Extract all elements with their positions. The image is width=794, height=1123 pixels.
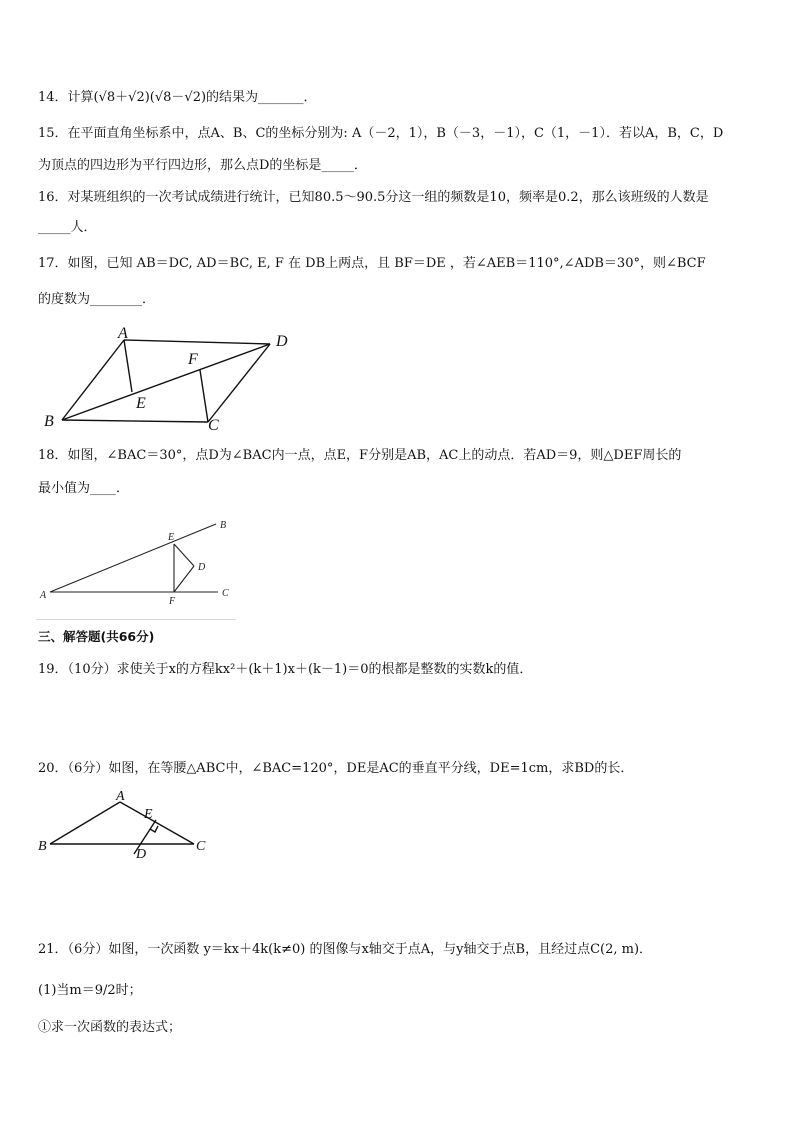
question-16-line-2: _____人． xyxy=(38,220,97,235)
label-c: C xyxy=(208,417,219,432)
label-c: C xyxy=(196,839,206,854)
label-d: D xyxy=(136,847,147,860)
segment-ed xyxy=(174,544,194,566)
figure-q18-angle xyxy=(36,514,246,610)
segment-bc xyxy=(62,420,208,422)
label-e: E xyxy=(168,532,175,543)
label-f: F xyxy=(169,596,176,607)
figure-bottom-rule xyxy=(36,619,236,620)
question-18-line-2: 最小值为____． xyxy=(38,481,130,496)
segment-ab xyxy=(50,802,120,844)
segment-ae xyxy=(124,340,132,392)
question-15-line-2: 为顶点的四边形为平行四边形，那么点D的坐标是_____． xyxy=(38,158,367,173)
question-21: 21．（6分）如图，一次函数 y＝kx＋4k(k≠0) 的图像与x轴交于点A，与y轴交于点B，且经过点C(2, m)． xyxy=(38,942,653,957)
figure-q17-parallelogram xyxy=(36,322,306,432)
question-18-line-1: 18．如图，∠BAC＝30°，点D为∠BAC内一点，点E，F分别是AB，AC上的动点．若AD＝9，则△DEF周长的 xyxy=(38,448,682,463)
segment-ad xyxy=(124,340,270,344)
label-e: E xyxy=(136,395,146,412)
question-21-part-1: (1)当m＝9/2时； xyxy=(38,983,142,998)
label-a: A xyxy=(118,325,128,342)
question-14: 14．计算(√8＋√2)(√8－√2)的结果为_______． xyxy=(38,90,317,105)
label-b: B xyxy=(38,839,47,854)
label-b: B xyxy=(220,520,227,531)
question-17-line-2: 的度数为________． xyxy=(38,292,156,307)
label-d: D xyxy=(276,333,288,350)
segment-bd xyxy=(62,344,270,420)
question-17-line-1: 17．如图，已知 AB＝DC, AD＝BC, E, F 在 DB上两点，且 BF＝DE ，若∠AEB＝110°,∠ADB＝30°，则∠BCF xyxy=(38,256,706,271)
question-20: 20．（6分）如图，在等腰△ABC中，∠BAC=120°，DE是AC的垂直平分线，DE=1cm，求BD的长． xyxy=(38,761,634,776)
section-3-heading: 三、解答题(共66分) xyxy=(38,629,155,644)
label-a: A xyxy=(116,789,125,804)
question-19: 19．（10分）求使关于x的方程kx²＋(k＋1)x＋(k－1)＝0的根都是整数的实数k的值． xyxy=(38,662,533,677)
label-b: B xyxy=(44,413,54,430)
label-d: D xyxy=(198,562,206,573)
question-16-line-1: 16．对某班组织的一次考试成绩进行统计，已知80.5～90.5分这一组的频数是10，频率是0.2，那么该班级的人数是 xyxy=(38,190,709,205)
label-e: E xyxy=(144,807,153,822)
ray-ab xyxy=(50,524,216,592)
segment-df xyxy=(174,566,194,592)
segment-fc xyxy=(200,370,208,422)
label-a: A xyxy=(40,590,47,601)
label-f: F xyxy=(188,351,198,368)
segment-ac xyxy=(120,802,194,844)
question-15-line-1: 15．在平面直角坐标系中，点A、B、C的坐标分别为: A（－2，1），B（－3，－1），C（1，－1）．若以A，B，C，D xyxy=(38,126,724,141)
figure-q20-triangle xyxy=(34,788,212,860)
label-c: C xyxy=(222,588,229,599)
question-21-sub-1: ①求一次函数的表达式； xyxy=(38,1020,182,1035)
